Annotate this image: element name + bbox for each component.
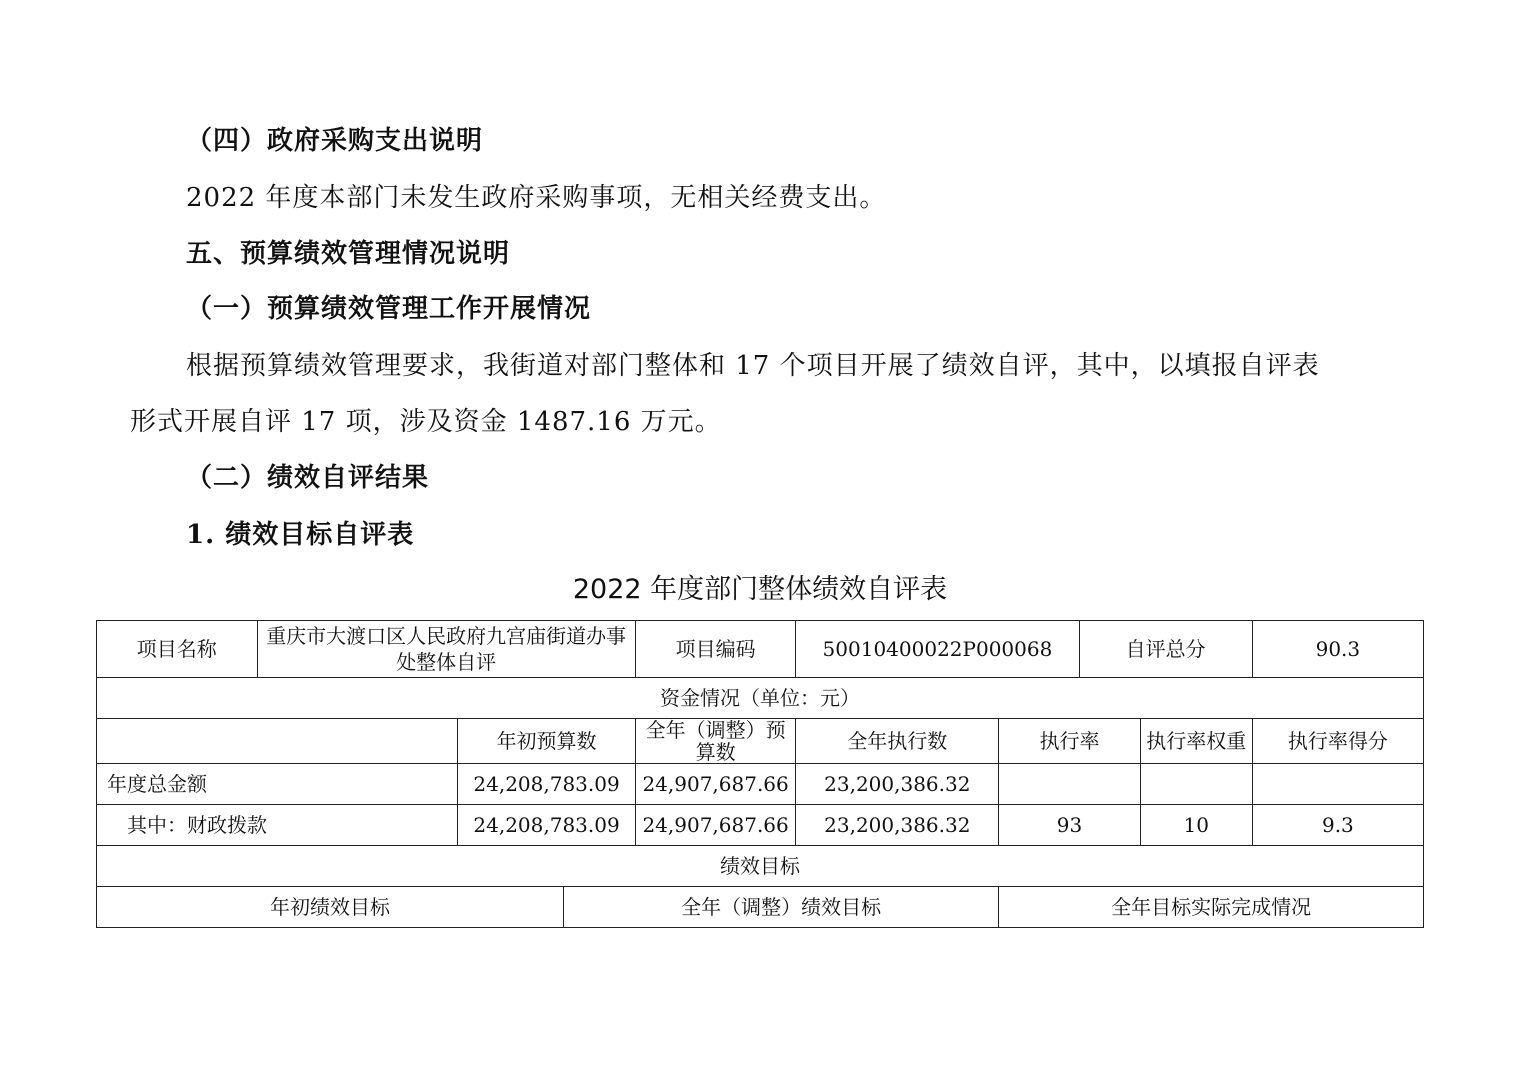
cell-adjusted-budget: 24,907,687.66 bbox=[635, 764, 796, 805]
column-header-execution-rate: 执行率 bbox=[999, 719, 1141, 764]
project-name-label: 项目名称 bbox=[97, 621, 258, 678]
self-score-label: 自评总分 bbox=[1079, 621, 1252, 678]
cell-initial-budget: 24,208,783.09 bbox=[458, 805, 636, 846]
heading-self-evaluation-results: （二）绩效自评结果 bbox=[186, 463, 430, 493]
cell-execution-rate bbox=[999, 764, 1141, 805]
column-header-rate-score: 执行率得分 bbox=[1252, 719, 1423, 764]
heading-performance-management: （一）预算绩效管理工作开展情况 bbox=[186, 294, 592, 324]
table-row bbox=[97, 764, 1424, 805]
cell-executed: 23,200,386.32 bbox=[796, 805, 999, 846]
column-header-executed: 全年执行数 bbox=[796, 719, 999, 764]
heading-section-five: 五、预算绩效管理情况说明 bbox=[186, 239, 511, 269]
row-label-annual-total: 年度总金额 bbox=[97, 764, 458, 805]
paragraph-evaluation-line-2: 形式开展自评 17 项，涉及资金 1487.16 万元。 bbox=[130, 407, 722, 437]
project-code-label: 项目编码 bbox=[635, 621, 796, 678]
goals-section-header: 绩效目标 bbox=[97, 846, 1424, 887]
table-row bbox=[97, 887, 1424, 928]
project-name-value: 重庆市大渡口区人民政府九宫庙街道办事处整体自评 bbox=[257, 621, 635, 678]
column-header-adjusted-budget: 全年（调整）预算数 bbox=[635, 719, 796, 764]
column-header-rate-weight: 执行率权重 bbox=[1140, 719, 1252, 764]
paragraph-procurement: 2022 年度本部门未发生政府采购事项，无相关经费支出。 bbox=[186, 183, 887, 213]
table-title: 2022 年度部门整体绩效自评表 bbox=[572, 574, 948, 605]
cell-rate-score: 9.3 bbox=[1252, 805, 1423, 846]
goal-header-adjusted: 全年（调整）绩效目标 bbox=[563, 887, 998, 928]
table-row bbox=[97, 621, 1424, 678]
table-row bbox=[97, 805, 1424, 846]
row-label-fiscal-allocation: 其中：财政拨款 bbox=[97, 805, 458, 846]
cell-executed: 23,200,386.32 bbox=[796, 764, 999, 805]
cell-execution-rate: 93 bbox=[999, 805, 1141, 846]
goal-header-initial: 年初绩效目标 bbox=[97, 887, 564, 928]
funds-section-header: 资金情况（单位：元） bbox=[97, 678, 1424, 719]
header-blank-cell bbox=[97, 719, 458, 764]
goal-header-actual: 全年目标实际完成情况 bbox=[999, 887, 1424, 928]
paragraph-evaluation-line-1: 根据预算绩效管理要求，我街道对部门整体和 17 个项目开展了绩效自评，其中，以填报自评表 bbox=[186, 351, 1320, 381]
cell-initial-budget: 24,208,783.09 bbox=[458, 764, 636, 805]
self-score-value: 90.3 bbox=[1252, 621, 1423, 678]
table-row bbox=[97, 846, 1424, 887]
heading-government-procurement: （四）政府采购支出说明 bbox=[186, 126, 484, 156]
table-row bbox=[97, 678, 1424, 719]
cell-rate-score bbox=[1252, 764, 1423, 805]
cell-adjusted-budget: 24,907,687.66 bbox=[635, 805, 796, 846]
heading-goal-table: 1. 绩效目标自评表 bbox=[186, 520, 415, 550]
column-header-initial-budget: 年初预算数 bbox=[458, 719, 636, 764]
project-code-value: 50010400022P000068 bbox=[796, 621, 1079, 678]
cell-rate-weight: 10 bbox=[1140, 805, 1252, 846]
table-row bbox=[97, 719, 1424, 764]
performance-evaluation-table bbox=[96, 620, 1424, 928]
cell-rate-weight bbox=[1140, 764, 1252, 805]
